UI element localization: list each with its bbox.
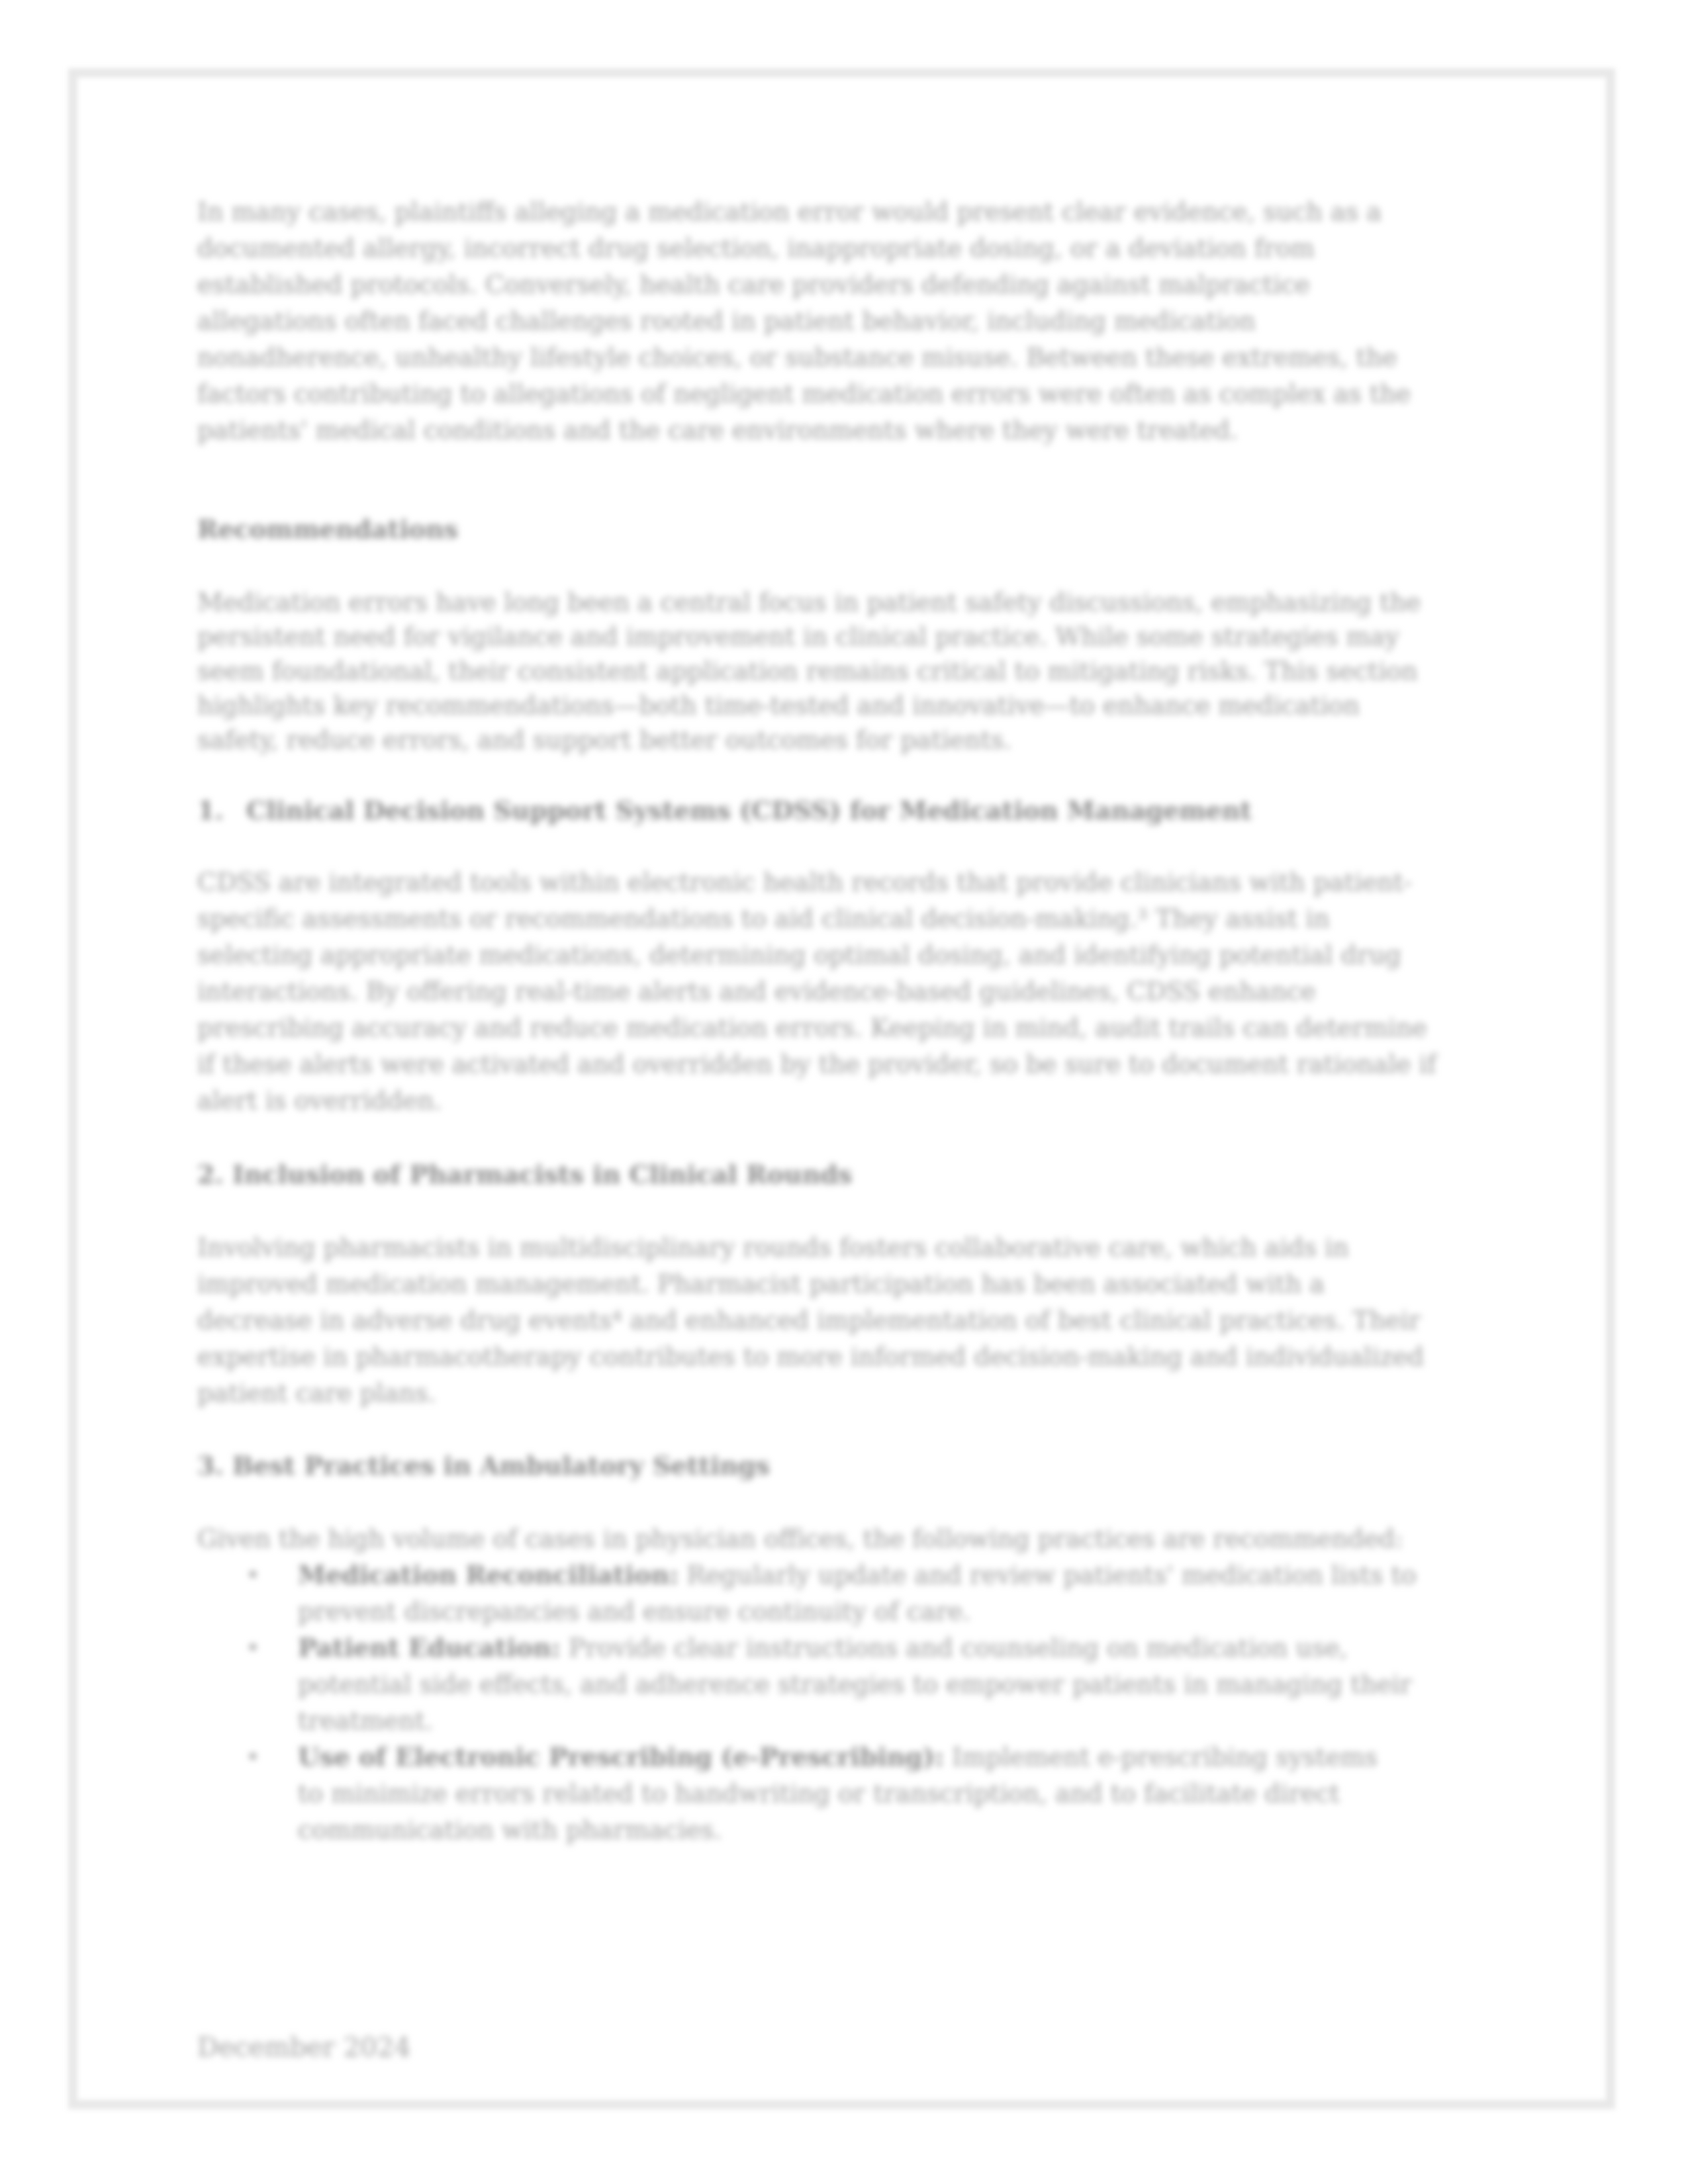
- text-line: interactions. By offering real-time alerts and evidence-based guidelines, CDSS enhance: [197, 977, 1316, 1006]
- text-line: selecting appropriate medications, determining optimal dosing, and identifying potential drug: [197, 940, 1401, 970]
- list-item-text: Implement e-prescribing systems: [944, 1743, 1378, 1772]
- list-item-first-line: [298, 1561, 1417, 1590]
- footer-date: December 2024: [197, 2032, 411, 2063]
- list-intro: Given the high volume of cases in physician offices, the following practices are recommended:: [197, 1524, 1404, 1553]
- bullet-icon: •: [246, 1635, 260, 1661]
- text-line: persistent need for vigilance and improvement in clinical practice. While some strategies may: [197, 622, 1399, 651]
- list-item-first-line: [298, 1633, 1348, 1662]
- list-item-text: Provide clear instructions and counseling on medication use,: [560, 1633, 1348, 1662]
- bullet-icon: •: [246, 1744, 260, 1770]
- list-item-label: Use of Electronic Prescribing (e-Prescribing):: [298, 1742, 945, 1772]
- list-item-label: Patient Education:: [298, 1633, 561, 1662]
- text-line: established protocols. Conversely, health care providers defending against malpractice: [197, 270, 1310, 299]
- text-line: prevent discrepancies and ensure continuity of care.: [298, 1597, 971, 1626]
- text-line: Medication errors have long been a central focus in patient safety discussions, emphasizing the: [197, 588, 1421, 617]
- text-line: patients' medical conditions and the care environments where they were treated.: [197, 416, 1239, 445]
- text-line: if these alerts were activated and overridden by the provider, so be sure to document rationale if: [197, 1050, 1436, 1079]
- section-title: Clinical Decision Support Systems (CDSS) for Medication Management: [246, 796, 1252, 825]
- text-line: In many cases, plaintiffs alleging a medication error would present clear evidence, such as a: [197, 197, 1382, 226]
- text-line: documented allergy, incorrect drug selection, inappropriate dosing, or a deviation from: [197, 234, 1315, 263]
- section-number: 1.: [197, 796, 224, 825]
- text-line: decrease in adverse drug events⁴ and enhanced implementation of best clinical practices. Their: [197, 1306, 1421, 1335]
- text-line: patient care plans.: [197, 1379, 436, 1408]
- text-line: specific assessments or recommendations to aid clinical decision-making.³ They assist in: [197, 904, 1330, 933]
- text-line: highlights key recommendations—both time-tested and innovative—to enhance medication: [197, 691, 1360, 720]
- text-line: allegations often faced challenges rooted in patient behavior, including medication: [197, 306, 1256, 336]
- text-line: CDSS are integrated tools within electronic health records that provide clinicians with patient-: [197, 868, 1413, 897]
- text-line: treatment.: [298, 1706, 434, 1735]
- text-line: to minimize errors related to handwriting or transcription, and to facilitate direct: [298, 1779, 1340, 1808]
- text-line: expertise in pharmacotherapy contributes to more informed decision-making and individualized: [197, 1342, 1425, 1371]
- bullet-icon: •: [246, 1562, 260, 1588]
- list-item-label: Medication Reconciliation:: [298, 1560, 679, 1590]
- text-line: alert is overridden.: [197, 1086, 442, 1115]
- text-line: Involving pharmacists in multidisciplinary rounds fosters collaborative care, which aids in: [197, 1233, 1349, 1262]
- section-heading-recommendations: Recommendations: [197, 514, 459, 544]
- text-line: potential side effects, and adherence strategies to empower patients in managing their: [298, 1670, 1412, 1699]
- text-line: factors contributing to allegations of negligent medication errors were often as complex as the: [197, 379, 1411, 408]
- text-line: prescribing accuracy and reduce medication errors. Keeping in mind, audit trails can determine: [197, 1013, 1427, 1042]
- text-line: improved medication management. Pharmacist participation has been associated with a: [197, 1269, 1325, 1298]
- text-line: nonadherence, unhealthy lifestyle choices, or substance misuse. Between these extremes, the: [197, 343, 1397, 372]
- subsection-heading-ambulatory: 3. Best Practices in Ambulatory Settings: [197, 1451, 770, 1480]
- text-line: communication with pharmacies.: [298, 1815, 722, 1844]
- text-line: safety, reduce errors, and support better outcomes for patients.: [197, 725, 1012, 754]
- subsection-heading-pharmacists: 2. Inclusion of Pharmacists in Clinical Rounds: [197, 1160, 853, 1189]
- list-item-first-line: [298, 1743, 1378, 1772]
- text-line: seem foundational, their consistent application remains critical to mitigating risks. This section: [197, 657, 1418, 686]
- list-item-text: Regularly update and review patients' medication lists to: [679, 1561, 1417, 1590]
